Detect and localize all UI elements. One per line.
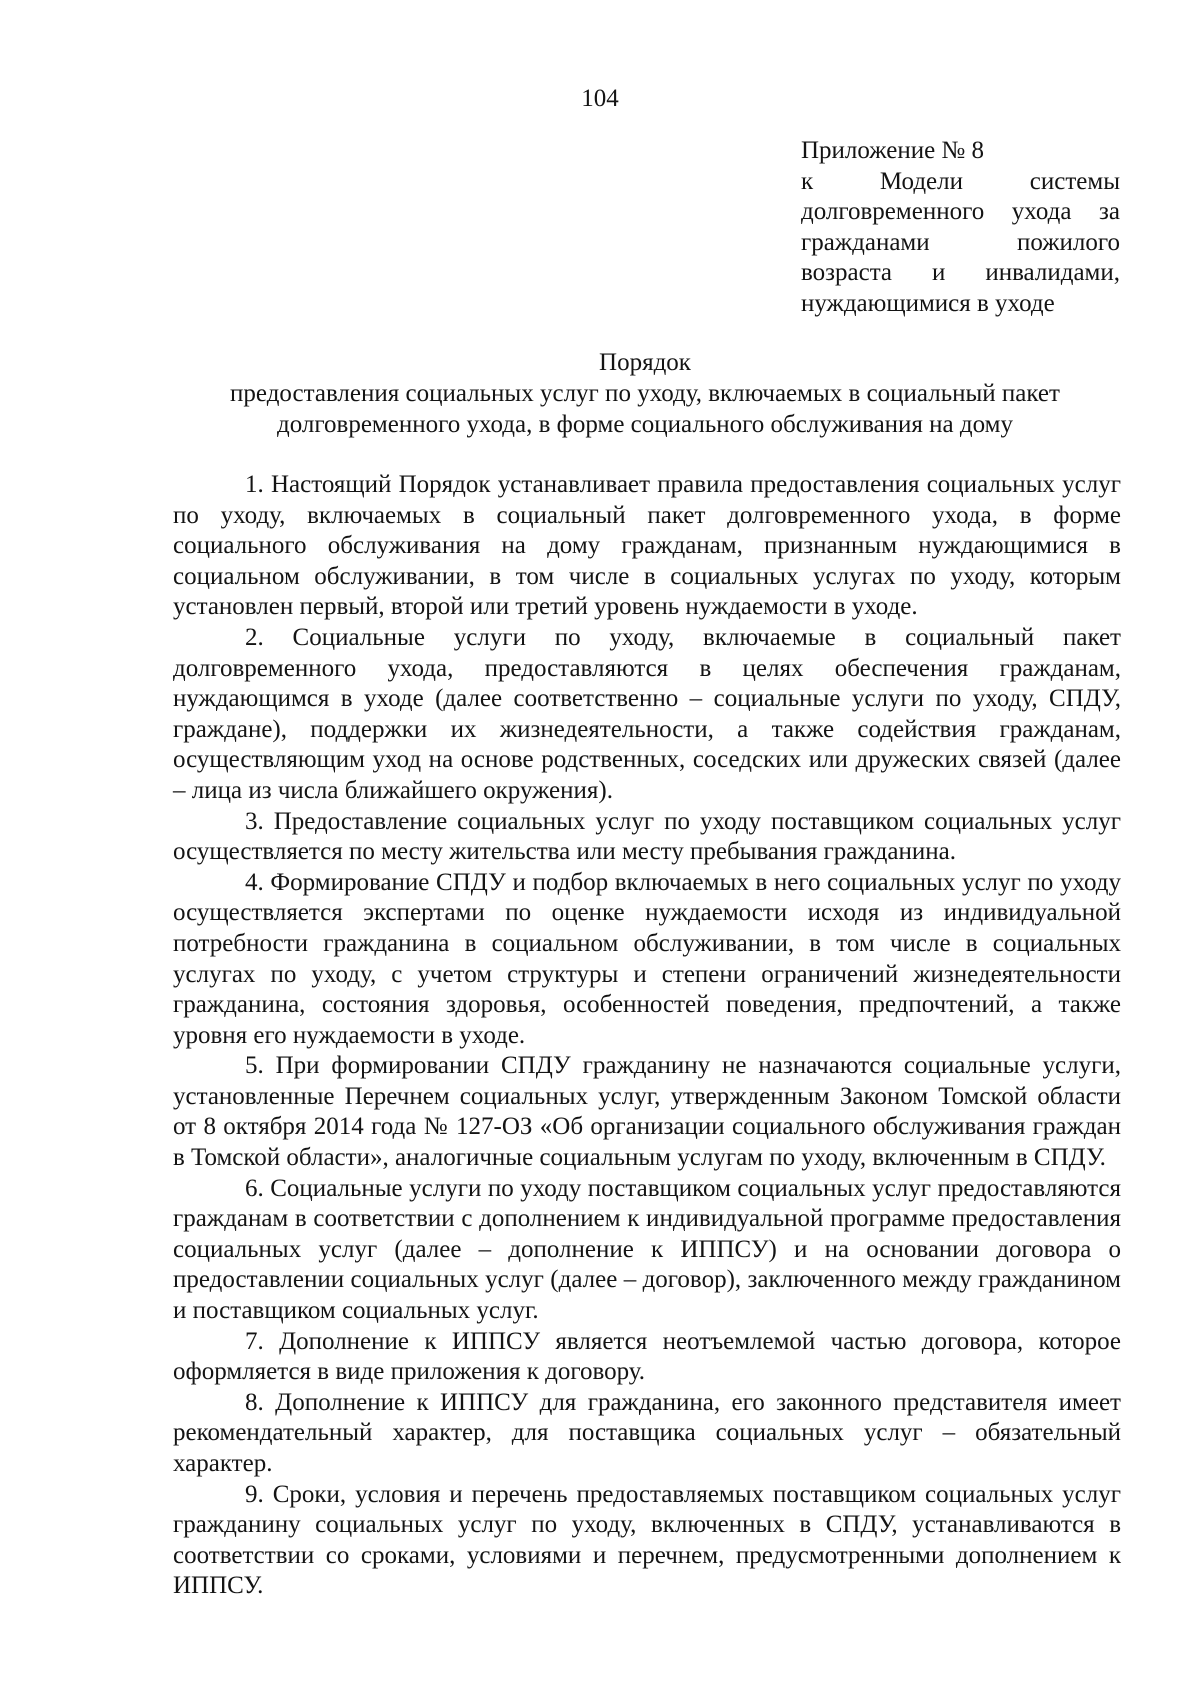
paragraph-3: 3. Предоставление социальных услуг по уходу поставщиком социальных услуг осуществляется по месту жительства или месту пребывания гражданина.	[173, 807, 1121, 866]
paragraph-1: 1. Настоящий Порядок устанавливает правила предоставления социальных услуг по уходу, включаемых в социальный пакет долговременного ухода, в форме социального обслуживания на дому гражданам, признанным нуждающимися в социальном обслуживании, в том числе в социальных услугах по уходу, которым установлен первый, второй или третий уровень нуждаемости в уходе.	[173, 471, 1121, 621]
appendix-reference: к Модели системы долговременного ухода за гражданами пожилого возраста и инвалидами, нуждающимися в уходе	[801, 167, 1120, 317]
paragraph-4: 4. Формирование СПДУ и подбор включаемых в него социальных услуг по уходу осуществляется экспертами по оценке нуждаемости исходя из индивидуальной потребности гражданина в социальном обслуживании, в том числе в социальных услугах по уходу, с учетом структуры и степени ограничений жизнедеятельности гражданина, состояния здоровья, особенностей поведения, предпочтений, а также уровня его нуждаемости в уходе.	[173, 868, 1121, 1049]
paragraph-8: 8. Дополнение к ИППСУ для гражданина, его законного представителя имеет рекомендательный характер, для поставщика социальных услуг – обязательный характер.	[173, 1388, 1121, 1477]
appendix-number: Приложение № 8	[801, 137, 985, 164]
paragraph-5: 5. При формировании СПДУ гражданину не назначаются социальные услуги, установленные Перечнем социальных услуг, утвержденным Законом Томской области от 8 октября 2014 года № 127-ОЗ «Об организации социального обслуживания граждан в Томской области», аналогичные социальным услугам по уходу, включенным в СПДУ.	[173, 1052, 1121, 1172]
paragraph-7: 7. Дополнение к ИППСУ является неотъемлемой частью договора, которое оформляется в виде приложения к договору.	[173, 1327, 1121, 1386]
paragraph-6: 6. Социальные услуги по уходу поставщиком социальных услуг предоставляются гражданам в соответствии с дополнением к индивидуальной программе предоставления социальных услуг (далее – дополнение к ИППСУ) и на основании договора о предоставлении социальных услуг (далее – договор), заключенного между гражданином и поставщиком социальных услуг.	[173, 1174, 1121, 1325]
document-title	[170, 347, 1120, 440]
page-number: 104	[581, 85, 619, 112]
paragraph-9: 9. Сроки, условия и перечень предоставляемых поставщиком социальных услуг гражданину социальных услуг по уходу, включенных в СПДУ, устанавливаются в соответствии со сроками, условиями и перечнем, предусмотренными дополнением к ИППСУ.	[173, 1480, 1121, 1600]
title-subtitle-line-1: предоставления социальных услуг по уходу, включаемых в социальный пакет	[230, 380, 1060, 407]
appendix-header	[801, 136, 1120, 319]
title-heading: Порядок	[599, 349, 691, 376]
title-subtitle-line-2: долговременного ухода, в форме социального обслуживания на дому	[277, 411, 1013, 438]
document-body	[173, 470, 1121, 1602]
paragraph-2: 2. Социальные услуги по уходу, включаемые в социальный пакет долговременного ухода, предоставляются в целях обеспечения гражданам, нуждающимся в уходе (далее соответственно – социальные услуги по уходу, СПДУ, граждане), поддержки их жизнедеятельности, а также содействия гражданам, осуществляющим уход на основе родственных, соседских или дружеских связей (далее – лица из числа ближайшего окружения).	[173, 623, 1121, 804]
